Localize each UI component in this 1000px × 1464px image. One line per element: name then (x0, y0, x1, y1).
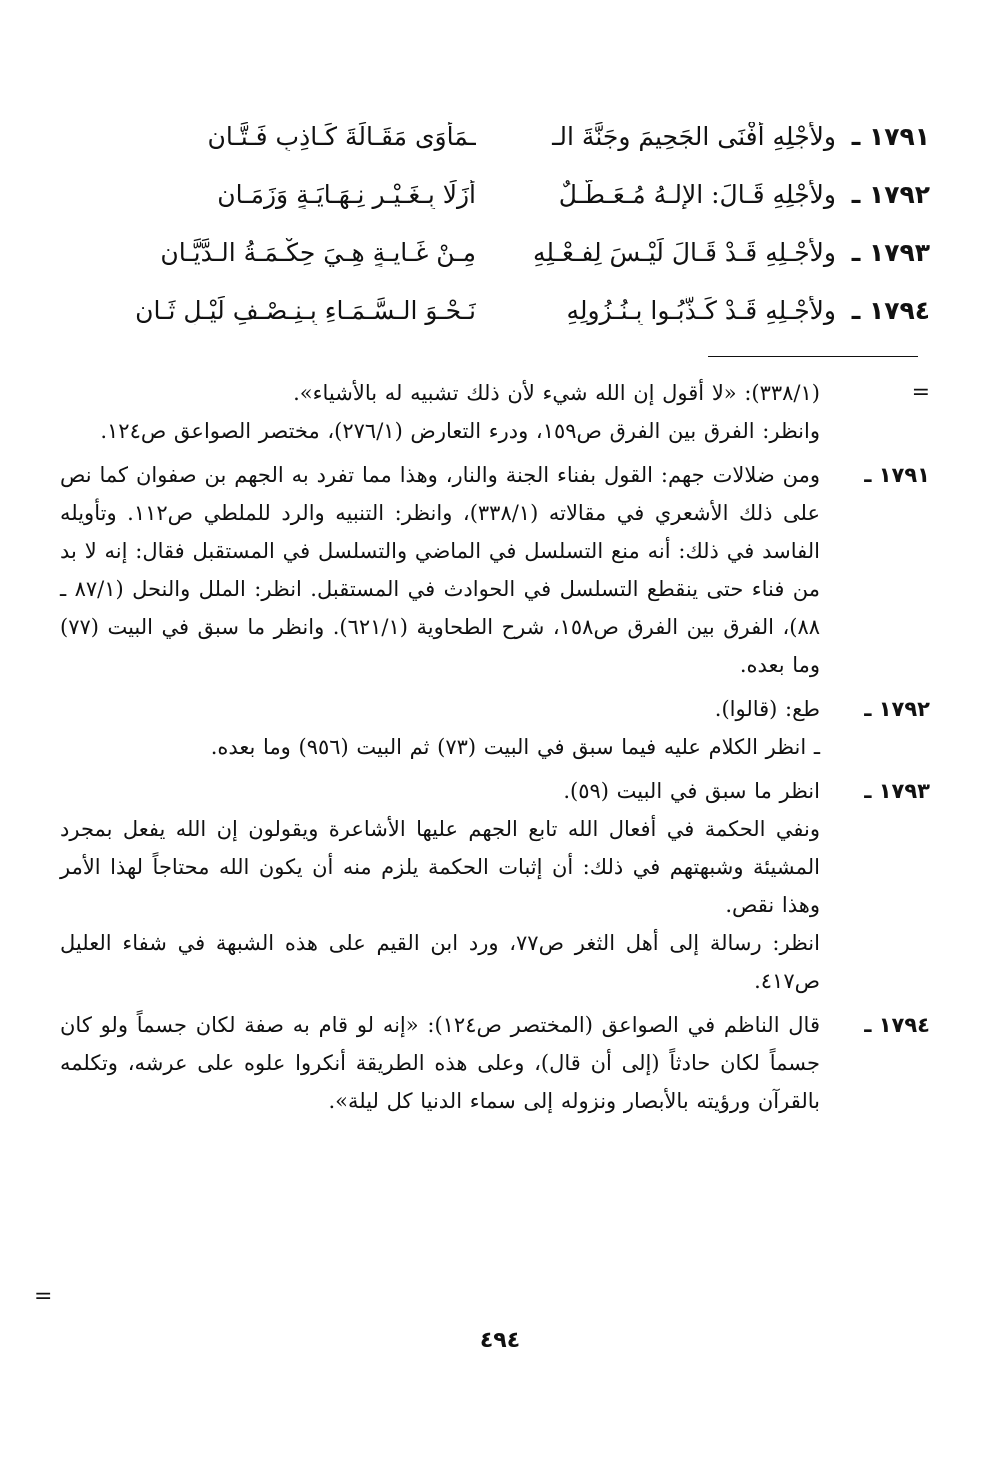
footnote-item (60, 690, 930, 766)
footnote-number: ١٧٩٤ ـ (864, 1013, 930, 1037)
verse-line (60, 176, 930, 234)
footnote-item (60, 772, 930, 1000)
footnote-paragraph: (٣٣٨/١): «لا أقول إن الله شيء لأن ذلك تشبيه له بالأشياء». (293, 381, 820, 405)
verse-first-hemistich: ولأجْلِهِ أفْنَى الجَحِيمَ وجَنَّةَ الـ (552, 122, 836, 151)
verse-second-hemistich: أزَلًا بِـغَـيْـرِ نِـهَـايَـةٍ وَزَمَـانِ (217, 180, 476, 209)
footnote-separator (708, 356, 918, 357)
footnote-item (60, 1006, 930, 1120)
footnote-item (60, 456, 930, 684)
footnote-paragraph: طع: (قالوا). (714, 697, 820, 721)
footnote-paragraph: قال الناظم في الصواعق (المختصر ص١٢٤): «إنه لو قام به صفة لكان جسماً ولو كان جسماً لكان حادثاً (إلى أن قال)، وعلى هذه الطريقة أنكروا علوه على عرشه، وتكلمه بالقرآن ورؤيته بالأبصار ونزوله إلى سماء الدنيا كل ليلة». (60, 1013, 820, 1113)
footnote-paragraph: انظر: رسالة إلى أهل الثغر ص٧٧، ورد ابن القيم على هذه الشبهة في شفاء العليل ص٤١٧. (60, 931, 820, 993)
verse-line (60, 118, 930, 176)
footnote-continuation (60, 374, 930, 450)
footnotes (60, 374, 930, 1126)
poem-verses (60, 118, 930, 350)
verse-number: ١٧٩٢ ـ (851, 180, 930, 209)
verse-second-hemistich: ـمَأْوَى مَقَـالَةَ كَـاذِبٍ فَـتَّـانِ (207, 122, 476, 151)
continuation-mark: = (911, 380, 930, 405)
continuation-mark: = (34, 1284, 53, 1309)
verse-first-hemistich: ولأجْلِهِ قَـالَ: الإلـهُ مُـعَـطَّـلٌ (558, 180, 836, 209)
verse-first-hemistich: ولأجْـلِهِ قَـدْ قَـالَ لَيْـسَ لِفـعْـلِهِ (532, 238, 836, 267)
verse-number: ١٧٩٤ ـ (851, 296, 930, 325)
footnote-paragraph: وانظر: الفرق بين الفرق ص١٥٩، ودرء التعارض (٢٧٦/١)، مختصر الصواعق ص١٢٤. (100, 419, 820, 443)
verse-line (60, 234, 930, 292)
footnote-paragraph: ومن ضلالات جهم: القول بفناء الجنة والنار، وهذا مما تفرد به الجهم بن صفوان كما نص على ذلك الأشعري في مقالاته (٣٣٨/١)، وانظر: التنبيه والرد للملطي ص١١٢. وتأويله الفاسد في ذلك: أنه منع التسلسل في الماضي والتسلسل في المستقبل فقال: إنه لا بد من فناء حتى ينقطع التسلسل في الحوادث في المستقبل. انظر: الملل والنحل (٨٧/١ ـ ٨٨)، الفرق بين الفرق ص١٥٨، شرح الطحاوية (٦٢١/١). وانظر ما سبق في البيت (٧٧) وما بعده. (60, 463, 820, 677)
verse-number: ١٧٩٣ ـ (851, 238, 930, 267)
footnote-paragraph: انظر ما سبق في البيت (٥٩). (563, 779, 820, 803)
footnote-number: ١٧٩٢ ـ (864, 697, 930, 721)
verse-second-hemistich: نَـحْـوَ الـسَّـمَـاءِ بِـنِـصْـفِ لَيْـلٍ ثَـانِ (135, 296, 476, 325)
footnote-paragraph: ونفي الحكمة في أفعال الله تابع الجهم عليها الأشاعرة ويقولون إن الله يفعل بمجرد المشيئة وشبهتهم في ذلك: أن إثبات الحكمة يلزم منه أن يكون الله محتاجاً لهذا الأمر وهذا نقص. (60, 817, 820, 917)
verse-first-hemistich: ولأجْـلِهِ قَـدْ كَـذَّبُـوا بِـنُـزُولِهِ (566, 296, 836, 325)
footnote-number: ١٧٩٣ ـ (864, 779, 930, 803)
footnote-paragraph: ـ انظر الكلام عليه فيما سبق في البيت (٧٣) ثم البيت (٩٥٦) وما بعده. (210, 735, 820, 759)
page-number: ٤٩٤ (479, 1328, 521, 1353)
verse-number: ١٧٩١ ـ (851, 122, 930, 151)
footnote-number: ١٧٩١ ـ (864, 463, 930, 487)
verse-line (60, 292, 930, 350)
verse-second-hemistich: مِـنْ غَـايـةٍ هِـيَ حِكْـمَـةُ الـدَّيَّـانِ (160, 238, 476, 267)
